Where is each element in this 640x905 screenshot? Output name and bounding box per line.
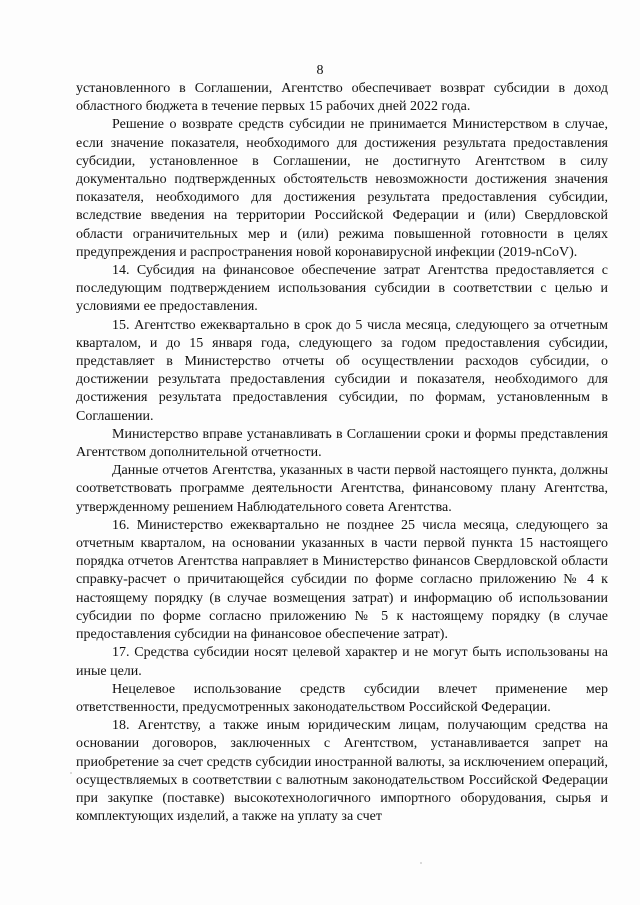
scan-speck [420,862,422,864]
scan-speck [70,772,72,774]
paragraph-item-17: 17. Средства субсидии носят целевой характер и не могут быть использованы на иные цели. [76,645,608,679]
paragraph-misuse-liability: Нецелевое использование средств субсидии влечет применение мер ответственности, предусмотренных законодательством Российской Федерации. [76,681,608,715]
paragraph-additional-reporting: Министерство вправе устанавливать в Соглашении сроки и формы представления Агентством дополнительной отчетности. [76,426,608,461]
paragraph-report-compliance: Данные отчетов Агентства, указанных в части первой настоящего пункта, должны соответствовать программе деятельности Агентства, финансовому плану Агентства, утвержденному решением Наблюдательного совета Агентства. [76,463,608,515]
paragraph-item-15: 15. Агентство ежеквартально в срок до 5 числа месяца, следующего за отчетным кварталом, и до 15 января года, следующего за годом предоставления субсидии, представляет в Министерство отчеты об осуществлении расходов субсидии, о достижении результата предоставления субсидии и показателя, необходимого для достижения результата предоставления субсидии, по формам, установленным в Соглашении. [76,317,608,424]
paragraph-continuation: установленного в Соглашении, Агентство обеспечивает возврат субсидии в доход областного бюджета в течение первых 15 рабочих дней 2022 года. [76,81,608,115]
document-body [76,80,608,826]
paragraph-item-18: 18. Агентству, а также иным юридическим лицам, получающим средства на основании договоров, заключенных с Агентством, устанавливается запрет на приобретение за счет средств субсидии иностранной валюты, за исключением операций, осуществляемых в соответствии с валютным законодательством Российской Федерации при закупке (поставке) высокотехнологичного импортного оборудования, сырья и комплектующих изделий, а также на уплату за счет [76,718,608,825]
paragraph-item-14: 14. Субсидия на финансовое обеспечение затрат Агентства предоставляется с последующим подтверждением использования субсидии в соответствии с целью и условиями ее предоставления. [76,263,608,315]
paragraph-item-16: 16. Министерство ежеквартально не позднее 25 числа месяца, следующего за отчетным кварталом, на основании указанных в части первой пункта 15 настоящего порядка отчетов Агентства направляет в Министерство финансов Свердловской области справку-расчет о причитающейся субсидии по форме согласно приложению № 4 к настоящему порядку (в случае возмещения затрат) и информацию об использовании субсидии по форме согласно приложению № 5 к настоящему порядку (в случае предоставления субсидии на финансовое обеспечение затрат). [76,517,608,643]
page-number: 8 [316,63,324,78]
paragraph-refund-exception: Решение о возврате средств субсидии не принимается Министерством в случае, если значение показателя, необходимого для достижения результата предоставления субсидии, установленное в Соглашении, не достигнуто Агентством в силу документально подтвержденных обстоятельств невозможности достижения значения показателя, необходимого для достижения результата предоставления субсидии, вследствие введения на территории Российской Федерации и (или) Свердловской области ограничительных мер и (или) режима повышенной готовности в целях предупреждения и распространения новой коронавирусной инфекции (2019-nCoV). [76,117,608,260]
